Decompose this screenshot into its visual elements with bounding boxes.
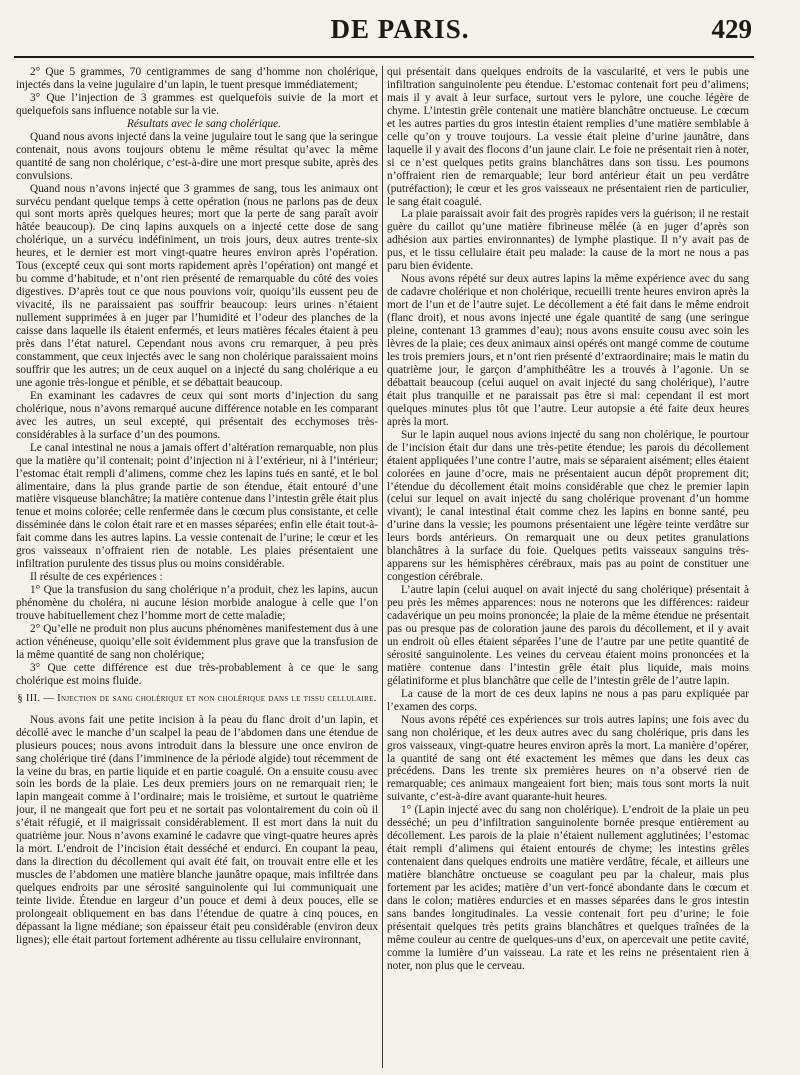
paragraph: 1° Que la transfusion du sang cholérique n’a produit, chez les lapins, aucun phénomène du choléra, ni aucune lésion morbide analogue à celle que l’on trouve habituellement chez l’homme mort de cette maladie;	[16, 584, 378, 623]
paragraph: L’autre lapin (celui auquel on avait injecté du sang cholérique) présentait à peu près les mêmes apparences: nous ne noterons que les différences: raideur cadavérique un peu moins prononcée; la plaie de la même étendue ne présentait pas ou presque pas de coloration jaune des parois du décollement, et il y avait un endroit où elles étaient séparées l’une de l’autre par une petite quantité de sérosité sanguinolente. Les veines du cerveau étaient moins prononcées et la matière contenue dans l’intestin grêle était plus liquide, mais moins gélatiniforme et plus blanchâtre que celle de l’intestin grêle de l’autre lapin.	[387, 584, 749, 687]
paragraph: La plaie paraissait avoir fait des progrès rapides vers la guérison; il ne restait guère du caillot qu’une matière fibrineuse mêlée (à en juger d’après son adhésion aux parties environnantes) de lymphe plastique. Il n’y avait pas de pus, et le tissu cellulaire était peu malade: la cause de la mort ne nous a pas paru bien évidente.	[387, 208, 749, 273]
page-number: 429	[711, 14, 752, 44]
paragraph: En examinant les cadavres de ceux qui sont morts d’injection du sang cholérique, nous n’avons remarqué aucune différence notable en les comparant avec les autres, un seul excepté, qui présentait des ecchymoses très-considérables à la surface d’un des poumons.	[16, 389, 378, 441]
paragraph: 2° Que 5 grammes, 70 centigrammes de sang d’homme non cholérique, injectés dans la veine jugulaire d’un lapin, le tuent presque immédiatement;	[16, 66, 378, 91]
right-column	[387, 66, 749, 1068]
subheading: Résultats avec le sang cholérique.	[126, 117, 282, 130]
page-header	[0, 0, 800, 62]
paragraph: 2° Qu’elle ne produit non plus aucuns phénomènes manifestement dus à une action vénéneuse, quoiqu’elle soit évidemment plus grave que la transfusion de la même quantité de sang non cholérique;	[16, 622, 378, 661]
paragraph: Nous avons fait une petite incision à la peau du flanc droit d’un lapin, et décollé avec le manche d’un scalpel la peau de l’abdomen dans une étendue de plusieurs pouces; nous avons introduit dans la blessure une once environ de sang cholérique tiré (dans l’imminence de la période algide) tout récemment de la veine du bras, en partie liquide et en partie coagulé. On a ensuite cousu avec soin les bords de la plaie. Les deux premiers jours on ne remarquait rien; le lapin mangeait comme à l’ordinaire; mais le troisième, et surtout le quatrième jour, il ne mangeait que fort peu et ne sortait pas volontairement du coin où il s’était réfugié, et il maigrissait considérablement. Il est mort dans la nuit du quatrième jour. Nous n’avons examiné le cadavre que vingt-quatre heures après la mort. L’endroit de l’incision était desséché et endurci. En coupant la peau, dans la direction du décollement qui avait été fait, on trouvait entre elle et les muscles de l’abdomen une matière blanche jaunâtre opaque, mais infiltrée dans quelques endroits par une sérosité sanguinolente qui lui communiquait une teinte livide. Étendue en largeur d’un pouce et demi à deux pouces, elle se prolongeait obliquement en bas dans l’étendue de quatre à cinq pouces, en dépassant la ligne médiane; son épaisseur était peu considérable (environ deux lignes); elle était partout fortement adhérente au tissu cellulaire environnant,	[16, 713, 378, 946]
paragraph: Le canal intestinal ne nous a jamais offert d’altération remarquable, non plus que la matière qu’il contenait; point d’injection ni à l’extérieur, ni à l’intérieur; l’estomac était rempli d’alimens, comme chez les lapins tués en santé, et le bol alimentaire, dans la plus grande partie de son étendue, était entouré d’une matière visqueuse blanchâtre; la matière contenue dans l’intestin grêle était plus tenue et moins colorée; celle renfermée dans le cœcum plus consistante, et celle disséminée dans le colon était rare et en masses séparées; enfin elle était tout-à-fait comme dans les autres lapins. La vessie contenait de l’urine; le cœur et les gros vaisseaux n’offraient rien de notable. Les plaies présentaient une infiltration purulente des tissus plus ou moins considérable.	[16, 441, 378, 571]
paragraph: Quand nous n’avons injecté que 3 grammes de sang, tous les animaux ont survécu pendant quelque temps à cette opération (nous ne parlons pas de deux qui sont morts après quelques heures; mort que la perte de sang paraît avoir hâtée beaucoup). De cinq lapins auxquels on a injecté cette dose de sang cholérique, un a survécu indéfiniment, un trois jours, deux autres trente-six heures, et le dernier est mort vingt-quatre heures environ après l’opération. Tous (excepté ceux qui sont morts rapidement après l’opération) ont mangé et bu comme d’habitude, et n’ont rien présenté de remarquable du côté des voies digestives. D’après tout ce que nous pouvions voir, quoiqu’ils eussent peu de vivacité, ils ne paraissaient pas souffrir beaucoup: leurs urines n’étaient nullement supprimées à en juger par l’humidité et l’odeur des planches de la caisse dans laquelle ils étaient enfermés, et leurs matières fécales étaient à peu près dans l’état naturel. Cependant nous avons cru remarquer, à peu près constamment, que ceux injectés avec le sang non cholérique paraissaient moins souffrir que les autres; un de ceux auquel on a injecté du sang cholérique a eu une agonie très-longue et pénible, et se débattait beaucoup.	[16, 182, 378, 389]
paragraph: 1° (Lapin injecté avec du sang non cholérique). L’endroit de la plaie un peu desséché; un peu d’infiltration sanguinolente bornée presque entièrement au décollement. Les parois de la plaie n’étaient nullement agglutinées; l’estomac était rempli d’alimens qui étaient entourés de chyme; les intestins grêles contenaient dans quelques endroits une matière verdâtre, fécale, et ailleurs une matière blanchâtre onctueuse se coagulant peu par la chaleur, mais plus fortement par les acides; matière d’un vert-foncé abondante dans le cœcum et dans le colon; matières endurcies et en masses séparées dans le gros intestin sans bandes longitudinales. La vessie contenait fort peu d’urine; le foie présentait quelques très petits grains blanchâtres et quelques traînées de la même couleur au centre de quelques-uns d’eux, on apercevait une petite cavité, comme la lumière d’un vaisseau. La rate et les reins ne présentaient rien à noter, non plus que le cerveau.	[387, 804, 749, 972]
header-rule	[14, 56, 754, 58]
paragraph: Quand nous avons injecté dans la veine jugulaire tout le sang que la seringue contenait, nous avons toujours obtenu le même résultat qu’avec la même quantité de sang non cholérique, c’est-à-dire une mort presque subite, après des convulsions.	[16, 130, 378, 182]
section-heading	[16, 693, 378, 706]
section-title: Injection de sang cholérique et non cholérique dans le tissu cellulaire.	[57, 692, 377, 704]
paragraph: Nous avons répété ces expériences sur trois autres lapins; une fois avec du sang non cholérique, et les deux autres avec du sang cholérique, pris dans les gros vaisseaux, vingt-quatre heures environ après la mort. La manière d’opérer, la quantité de sang ont été exactement les mêmes que dans les deux cas précédens. Dans les trente six premières heures on n’a observé rien de remarquable; ces animaux mangeaient fort bien; mais tous sont morts la nuit suivante, c’est-à-dire avant quarante-huit heures.	[387, 713, 749, 804]
section-number: § III. —	[17, 692, 55, 704]
paragraph: La cause de la mort de ces deux lapins ne nous a pas paru expliquée par l’examen des corps.	[387, 687, 749, 713]
paragraph: Il résulte de ces expériences :	[30, 571, 163, 584]
paragraph: qui présentait dans quelques endroits de la vascularité, et vers le pubis une infiltration sanguinolente peu étendue. L’estomac contenait fort peu d’alimens; mais il y avait à leur surface, surtout vers le pylore, une couche légère de chyme. L’intestin grêle contenait une matière blanchâtre onctueuse. Le cœcum et les autres parties du gros intestin étaient remplies d’une matière semblable à celle qu’on y trouve toujours. La vessie était pleine d’urine jaunâtre, dans laquelle il y avait des flocons d’un jaune clair. Le foie ne présentait rien à noter, si ce n’est quelques petits grains blanchâtres dans son tissu. Les poumons n’offraient rien de remarquable; leur bord antérieur était un peu verdâtre (putréfaction); le cœur et les gros vaisseaux ne présentaient rien de particulier, le sang était coagulé.	[387, 66, 749, 208]
paragraph: Nous avons répété sur deux autres lapins la même expérience avec du sang de cadavre cholérique et non cholérique, recueilli trente heures environ après la mort de l’un et de l’autre sujet. Le décollement a été fait dans le même endroit (flanc droit), et nous avons injecté une égale quantité de sang (une seringue pleine, contenant 13 grammes d’eau); nous avons ensuite cousu avec soin les lèvres de la plaie; ces deux animaux ainsi opérés ont mangé comme de coutume les trois premiers jours, et n’ont rien présenté d’extraordinaire; mais le matin du quatrième jour, le garçon d’amphithéâtre les a trouvés à l’agonie. Un se débattait beaucoup (celui auquel on avait injecté du sang cholérique), l’autre était plus tranquille et ne paraissait pas être si mal: cependant il est mort quelques minutes plus tôt que l’autre. Leur autopsie a été faite deux heures après la mort.	[387, 273, 749, 428]
left-column	[16, 66, 378, 1068]
column-divider	[382, 66, 383, 1068]
paragraph: 3° Que cette différence est due très-probablement à ce que le sang cholérique est moins fluide.	[16, 661, 378, 687]
paragraph: 3° Que l’injection de 3 grammes est quelquefois suivie de la mort et quelquefois sans influence notable sur la vie.	[16, 91, 378, 117]
two-column-body	[16, 66, 750, 1068]
running-title: DE PARIS.	[330, 14, 470, 44]
paragraph: Sur le lapin auquel nous avions injecté du sang non cholérique, le pourtour de l’incision était dur dans une très-petite étendue; les parois du décollement étaient appliquées l’une contre l’autre, mais se séparaient aisément; elles étaient colorées en jaune d’ocre, mais ne présentaient aucun dépôt proprement dit; l’étendue du décollement était moins considérable que chez le premier lapin (celui sur lequel on avait injecté du sang cholérique provenant d’un homme vivant); le canal intestinal était comme chez les lapins en bonne santé, peu d’urine dans la vessie; les poumons présentaient une légère teinte verdâtre sur leurs bords antérieurs. On remarquait une ou deux petites granulations blanchâtres à la surface du foie. Quelques petits vaisseaux sanguins très-apparens sur les hémisphères cérébraux, mais pas au point de constituer une congestion cérébrale.	[387, 428, 749, 584]
